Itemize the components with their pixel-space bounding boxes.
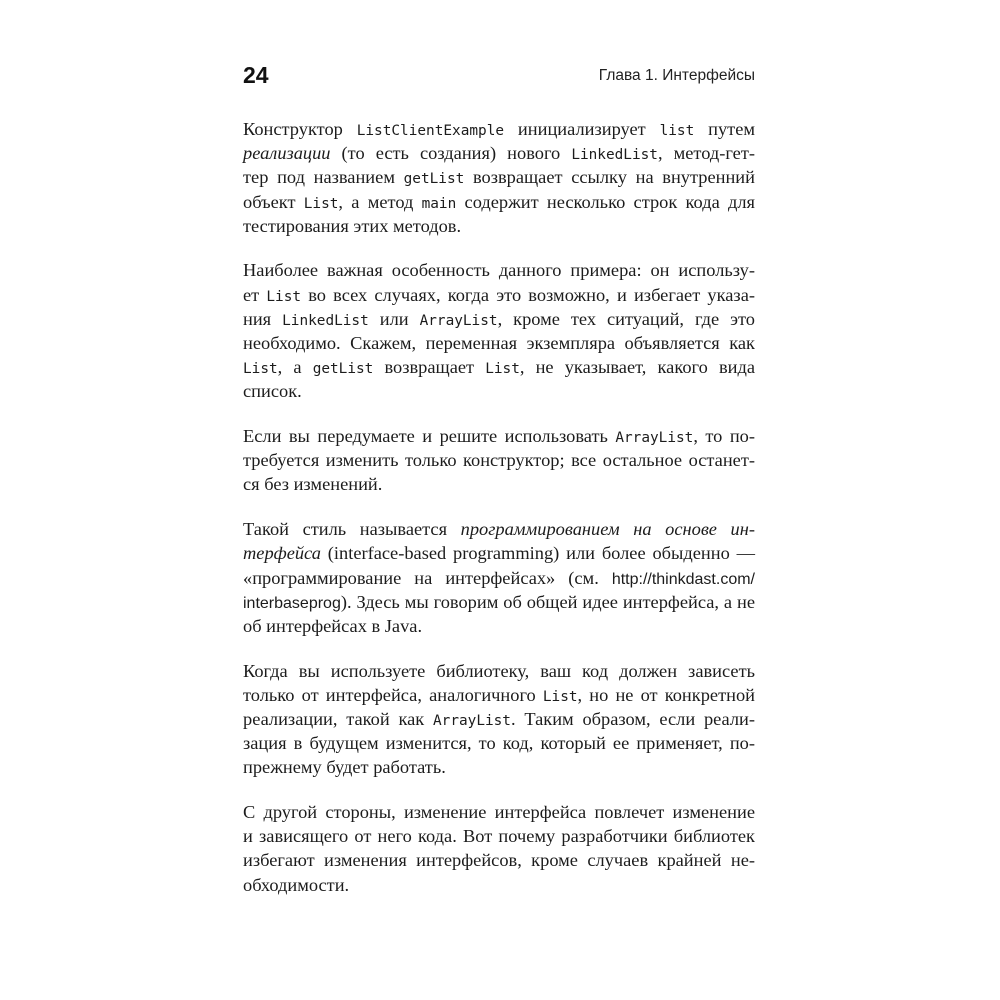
text-run: во всех случаях, когда это возможно, и избегает указа- [301,284,755,305]
text-line [243,541,755,565]
page-number: 24 [243,62,269,88]
text-line [243,683,755,707]
text-line [243,848,755,872]
text-line [243,614,755,638]
emphasis-term: программированием на основе ин- [460,519,755,540]
text-line [243,517,755,541]
text-line [243,141,755,165]
text-line [243,258,755,282]
paragraph [243,258,755,403]
chapter-title: Глава 1. Интерфейсы [598,67,755,84]
text-line [243,307,755,331]
text-run: список. [243,381,302,402]
text-line [243,214,755,238]
text-run: Наиболее важная особенность данного примера: он использу- [243,260,755,281]
text-run: зация в будущем изменится, то код, который ее применяет, по- [243,733,755,754]
code-term: List [303,195,339,212]
paragraph [243,117,755,238]
paragraph [243,517,755,638]
text-run: об интерфейсах в Java. [243,615,423,636]
url-text: http://thinkdast.com/ [611,570,755,588]
text-run: , кроме тех ситуаций, где это [497,308,755,329]
text-line [243,190,755,214]
text-run: необходимо. Скажем, переменная экземпляра объявляется как [243,333,755,353]
text-run: Конструктор [243,119,357,139]
code-term: LinkedList [571,147,658,164]
text-line [243,755,755,779]
text-line [243,566,755,590]
text-line [243,590,755,614]
text-run: Такой стиль называется [243,519,461,540]
text-line [243,331,755,355]
text-run: или [368,308,420,329]
text-run: Когда вы используете библиотеку, ваш код должен зависеть [243,660,755,681]
text-line [243,824,755,848]
code-term: getList [403,171,465,188]
text-run: , но не от конкретной [577,684,755,705]
text-run: С другой стороны, изменение интерфейса повлечет изменение [243,802,755,822]
text-run: ет [243,284,267,305]
code-term: List [266,288,302,305]
url-text: interbaseprog [243,594,341,612]
text-run: , то по- [693,426,755,447]
text-run: требуется изменить только конструктор; все остальное останет- [243,450,755,471]
text-line [243,283,755,307]
text-run: обходимости. [243,874,350,895]
text-run: и зависящего от него кода. Вот почему разработчики библиотек [243,826,755,847]
text-run: . Таким образом, если реали- [510,708,755,729]
text-run: объект [243,191,304,212]
text-run: только от интерфейса, аналогичного [243,684,543,705]
paragraph [243,424,755,497]
text-line [243,873,755,897]
text-run: , а метод [338,191,422,212]
text-run: реализации, такой как [243,708,433,729]
text-line [243,659,755,683]
text-run: тестирования этих методов. [243,215,462,236]
code-term: main [421,195,457,212]
text-run: содержит несколько строк кода для [456,191,755,212]
code-term: List [243,361,278,378]
text-line [243,731,755,755]
code-term: List [542,688,578,705]
text-run: прежнему будет работать. [243,757,446,778]
code-term: LinkedList [282,312,369,329]
code-term: ArrayList [433,712,511,729]
code-term: ArrayList [419,312,498,329]
text-run: избегают изменения интерфейсов, кроме случаев крайней не- [243,850,755,871]
text-run: (interface-based programming) или более обыденно — [320,543,755,564]
emphasis-term: реализации [243,143,331,164]
code-term: List [485,361,520,378]
code-term: getList [312,361,374,378]
text-run: инициализирует [504,119,660,139]
text-line [243,379,755,403]
emphasis-term: терфейса [243,543,321,564]
text-line [243,355,755,379]
text-run: ся без изменений. [243,474,383,495]
text-run: возвращает [373,357,486,378]
text-run: путем [694,119,755,139]
text-run: Если вы передумаете и решите использовать [243,426,616,447]
text-run: ния [243,308,283,329]
text-line [243,424,755,448]
text-line [243,448,755,472]
paragraph [243,659,755,780]
text-run: тер под названием [243,167,404,188]
text-line [243,800,755,824]
text-line [243,117,755,141]
text-line [243,707,755,731]
text-run: возвращает ссылку на внутренний [464,167,755,188]
code-term: ListClientExample [356,123,505,139]
text-line [243,472,755,496]
paragraph [243,800,755,897]
text-run: , а [277,357,313,378]
code-term: list [659,123,695,139]
page-header [243,60,755,92]
text-run: , не указывает, какого вида [519,357,755,378]
code-term: ArrayList [615,430,694,447]
text-run: ). Здесь мы говорим об общей идее интерфейса, а не [340,591,755,612]
text-line [243,165,755,189]
text-run: , метод-гет- [657,143,755,164]
text-run: «программирование на интерфейсах» (см. [243,567,612,588]
text-run: (то есть создания) нового [330,143,572,164]
page-body [243,117,755,917]
